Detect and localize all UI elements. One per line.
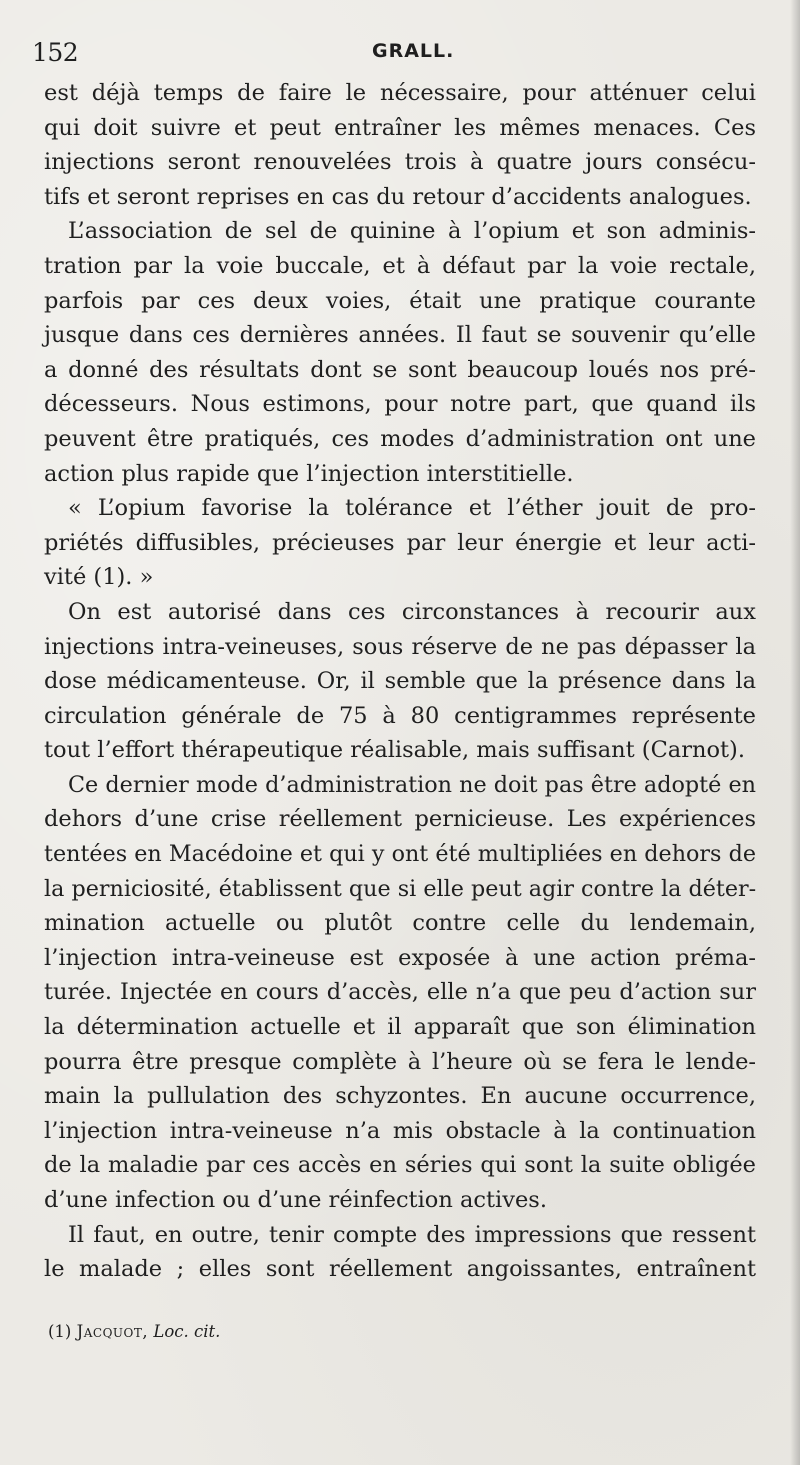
text-line: On est autorisé dans ces circonstances à recourir aux bbox=[68, 598, 756, 625]
text-line: qui doit suivre et peut entraîner les mêmes menaces. Ces bbox=[44, 114, 756, 141]
text-line: décesseurs. Nous estimons, pour notre part, que quand ils bbox=[44, 391, 756, 418]
text-line: circulation générale de 75 à 80 centigrammes représente bbox=[44, 702, 756, 729]
running-head: GRALL. bbox=[372, 40, 455, 62]
text-line: tifs et seront reprises en cas du retour d’accidents analogues. bbox=[44, 183, 752, 210]
text-line: Il faut, en outre, tenir compte des impressions que ressent bbox=[68, 1221, 756, 1248]
text-line: a donné des résultats dont se sont beaucoup loués nos pré- bbox=[44, 356, 756, 383]
text-line: pourra être presque complète à l’heure où se fera le lende- bbox=[44, 1048, 756, 1075]
page-number: 152 bbox=[32, 38, 79, 67]
text-line: le malade ; elles sont réellement angoissantes, entraînent bbox=[44, 1256, 756, 1283]
text-line: tentées en Macédoine et qui y ont été multipliées en dehors de bbox=[44, 841, 756, 868]
text-line: dose médicamenteuse. Or, il semble que la présence dans la bbox=[44, 668, 756, 695]
body-text bbox=[44, 76, 756, 1287]
text-line: dehors d’une crise réellement pernicieuse. Les expériences bbox=[44, 806, 756, 833]
page-edge-shadow bbox=[790, 0, 800, 1465]
text-line: action plus rapide que l’injection interstitielle. bbox=[44, 460, 574, 487]
text-line: Ce dernier mode d’administration ne doit pas être adopté en bbox=[68, 771, 756, 798]
text-line: est déjà temps de faire le nécessaire, pour atténuer celui bbox=[44, 80, 756, 106]
text-line: L’association de sel de quinine à l’opium et son adminis- bbox=[68, 218, 756, 245]
text-line: priétés diffusibles, précieuses par leur énergie et leur acti- bbox=[44, 529, 756, 556]
text-line: l’injection intra-veineuse est exposée à une action préma- bbox=[44, 944, 756, 971]
text-line: d’une infection ou d’une réinfection actives. bbox=[44, 1187, 547, 1213]
text-line: vité (1). » bbox=[44, 564, 154, 591]
text-line: main la pullulation des schyzontes. En aucune occurrence, bbox=[44, 1083, 756, 1110]
footnote bbox=[48, 1322, 220, 1341]
text-line: la perniciosité, établissent que si elle peut agir contre la déter- bbox=[44, 875, 757, 902]
text-line: « L’opium favorise la tolérance et l’éther jouit de pro- bbox=[68, 495, 756, 522]
text-line: la détermination actuelle et il apparaît que son élimination bbox=[44, 1014, 756, 1041]
text-line: tration par la voie buccale, et à défaut par la voie rectale, bbox=[44, 252, 756, 279]
footnote-reference: Loc. cit. bbox=[153, 1322, 221, 1341]
text-line: parfois par ces deux voies, était une pratique courante bbox=[44, 287, 756, 314]
text-line: de la maladie par ces accès en séries qui sont la suite obligée bbox=[44, 1152, 756, 1179]
page-header bbox=[32, 38, 752, 72]
text-line: mination actuelle ou plutôt contre celle du lendemain, bbox=[44, 910, 756, 937]
text-line: peuvent être pratiqués, ces modes d’administration ont une bbox=[44, 425, 756, 452]
text-line: injections seront renouvelées trois à quatre jours consécu- bbox=[44, 149, 756, 176]
text-line: injections intra-veineuses, sous réserve de ne pas dépasser la bbox=[44, 633, 756, 660]
text-line: jusque dans ces dernières années. Il faut se souvenir qu’elle bbox=[44, 322, 756, 349]
text-line: tout l’effort thérapeutique réalisable, mais suffisant (Carnot). bbox=[44, 737, 745, 764]
footnote-author: Jacquot, bbox=[76, 1322, 149, 1341]
text-line: l’injection intra-veineuse n’a mis obstacle à la continuation bbox=[44, 1117, 756, 1144]
footnote-marker: (1) bbox=[48, 1322, 72, 1341]
text-line: turée. Injectée en cours d’accès, elle n’a que peu d’action sur bbox=[44, 979, 756, 1006]
